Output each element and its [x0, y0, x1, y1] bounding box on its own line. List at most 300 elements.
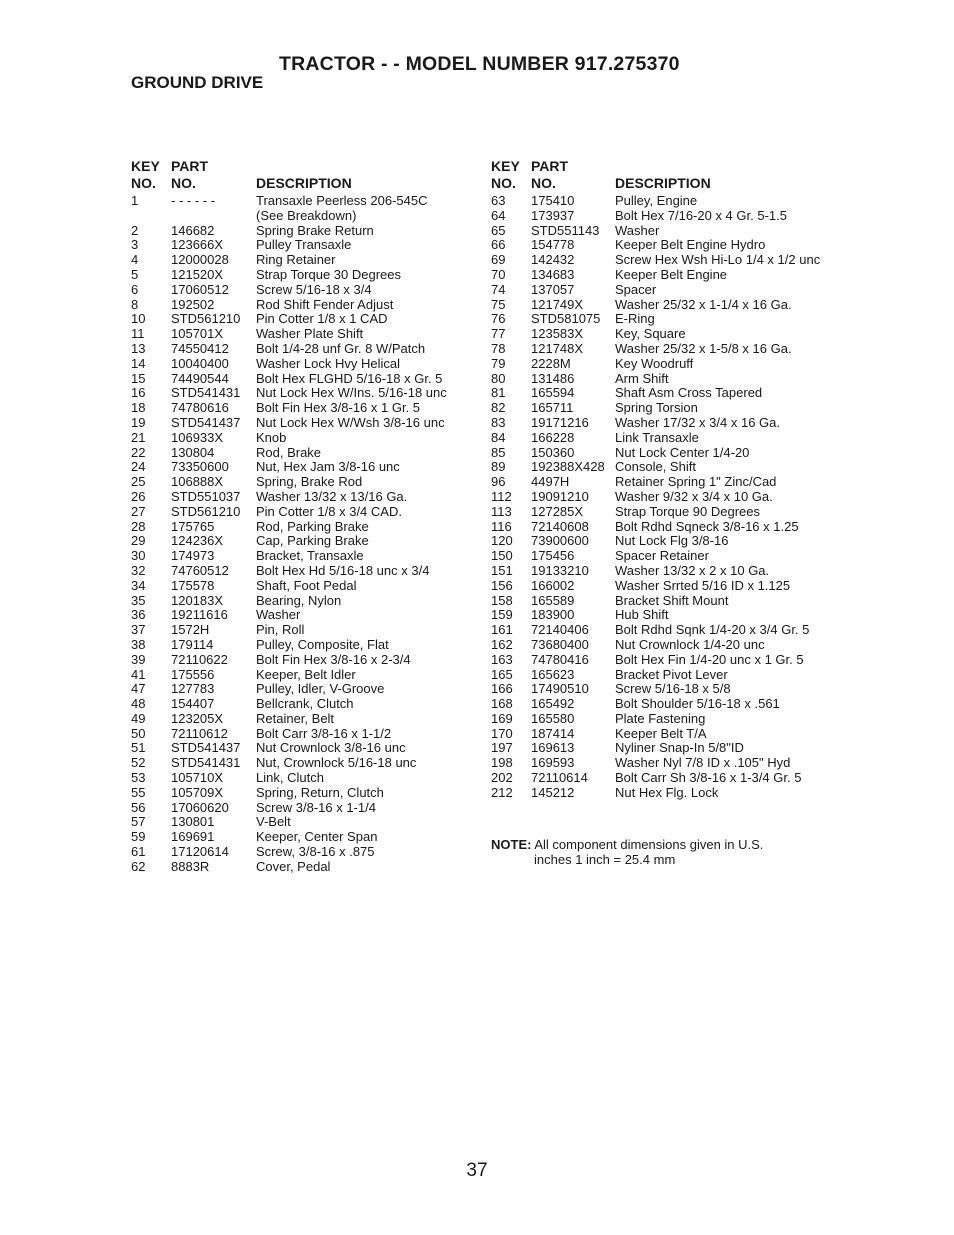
- part-no: 10040400: [171, 355, 229, 371]
- table-row: [131, 342, 471, 357]
- description: Knob: [256, 429, 287, 445]
- part-no: 169593: [531, 755, 575, 771]
- key-no: 66: [491, 237, 506, 253]
- description: Spring, Return, Clutch: [256, 784, 384, 800]
- description: Washer Plate Shift: [256, 326, 364, 342]
- part-no: 150360: [531, 444, 575, 460]
- table-row: [491, 623, 841, 638]
- table-row: [131, 579, 471, 594]
- key-no: 156: [491, 577, 513, 593]
- description: Spring Torsion: [615, 400, 698, 416]
- table-row: [131, 697, 471, 712]
- key-no: 197: [491, 740, 513, 756]
- part-no: 165711: [531, 400, 574, 416]
- description: Pulley, Engine: [615, 193, 698, 208]
- key-no: 28: [131, 518, 146, 534]
- description: Bearing, Nylon: [256, 592, 342, 608]
- description: Nut Lock Hex W/Wsh 3/8-16 unc: [256, 414, 445, 430]
- table-row: [131, 727, 471, 742]
- table-row: [131, 224, 471, 239]
- description: Shaft Asm Cross Tapered: [615, 385, 763, 401]
- part-no: 169613: [531, 740, 575, 756]
- table-row: [131, 845, 471, 860]
- description: Keeper Belt Engine Hydro: [615, 237, 766, 253]
- part-no: 123205X: [171, 710, 224, 726]
- part-no: 166002: [531, 577, 575, 593]
- description: Plate Fastening: [615, 710, 706, 726]
- table-body: [491, 194, 841, 801]
- table-row: [131, 830, 471, 845]
- key-no: 79: [491, 355, 506, 371]
- key-no: 81: [491, 385, 506, 401]
- table-row: [131, 860, 471, 875]
- key-no: 96: [491, 474, 506, 490]
- table-row: [131, 475, 471, 490]
- description: Washer 17/32 x 3/4 x 16 Ga.: [615, 414, 780, 430]
- key-header: KEY: [491, 158, 520, 174]
- table-row: [491, 312, 841, 327]
- part-no: 146682: [171, 222, 215, 238]
- description: Retainer, Belt: [256, 710, 335, 726]
- part-no: STD541431: [171, 385, 241, 401]
- key-no: 170: [491, 725, 513, 741]
- part-no: STD581075: [531, 311, 601, 327]
- key-no: 212: [491, 784, 513, 800]
- part-no: 123666X: [171, 237, 224, 253]
- part-no: 19091210: [531, 488, 589, 504]
- part-no: 12000028: [171, 252, 229, 268]
- description: Strap Torque 30 Degrees: [256, 266, 402, 282]
- key-no: 21: [131, 429, 146, 445]
- table-row: [491, 372, 841, 387]
- part-no: 124236X: [171, 533, 224, 549]
- key-no: 53: [131, 770, 146, 786]
- table-row: [491, 579, 841, 594]
- description: Nut Lock Flg 3/8-16: [615, 533, 729, 549]
- key-no: 84: [491, 429, 506, 445]
- description: Retainer Spring 1" Zinc/Cad: [615, 474, 777, 490]
- description: Nut Lock Hex W/Ins. 5/16-18 unc: [256, 385, 447, 401]
- description: Bolt Rdhd Sqneck 3/8-16 x 1.25: [615, 518, 799, 534]
- description: Bolt Carr Sh 3/8-16 x 1-3/4 Gr. 5: [615, 770, 802, 786]
- key-no: 69: [491, 252, 506, 268]
- part-no: 137057: [531, 281, 575, 297]
- description: Bolt Shoulder 5/16-18 x .561: [615, 696, 780, 712]
- description: Spring Brake Return: [256, 222, 374, 238]
- table-row: [131, 209, 471, 224]
- table-row: [491, 386, 841, 401]
- table-row: [131, 372, 471, 387]
- description: Spacer: [615, 281, 657, 297]
- description: Console, Shift: [615, 459, 696, 475]
- table-row: [131, 238, 471, 253]
- table-row: [491, 697, 841, 712]
- description: Screw Hex Wsh Hi-Lo 1/4 x 1/2 unc: [615, 252, 821, 268]
- table-row: [491, 224, 841, 239]
- note-text-2: inches 1 inch = 25.4 mm: [534, 852, 676, 867]
- description: Rod, Parking Brake: [256, 518, 369, 534]
- key-no: 202: [491, 770, 513, 786]
- key-no: 52: [131, 755, 146, 771]
- key-no: 158: [491, 592, 513, 608]
- key-no: 65: [491, 222, 506, 238]
- table-row: [131, 801, 471, 816]
- table-row: [491, 475, 841, 490]
- description: (See Breakdown): [256, 207, 357, 223]
- table-row: [491, 608, 841, 623]
- key-no: 34: [131, 577, 146, 593]
- part-no: 105710X: [171, 770, 224, 786]
- description: Washer: [256, 607, 301, 623]
- key-no: 113: [491, 503, 512, 519]
- part-no: STD541431: [171, 755, 241, 771]
- description: Cap, Parking Brake: [256, 533, 369, 549]
- note-label: NOTE:: [491, 837, 532, 852]
- part-no: 192502: [171, 296, 215, 312]
- table-row: [491, 682, 841, 697]
- key-no: 2: [131, 222, 139, 238]
- key-no: 8: [131, 296, 139, 312]
- part-no: 73900600: [531, 533, 589, 549]
- part-no: 127783: [171, 681, 215, 697]
- part-no: 192388X428: [531, 459, 605, 475]
- key-no: 168: [491, 696, 513, 712]
- description: Washer 25/32 x 1-1/4 x 16 Ga.: [615, 296, 792, 312]
- part-no: 19211616: [171, 607, 228, 623]
- description: Washer 25/32 x 1-5/8 x 16 Ga.: [615, 340, 792, 356]
- table-row: [131, 431, 471, 446]
- table-row: [131, 741, 471, 756]
- key-no: 5: [131, 266, 139, 282]
- part-no: 165623: [531, 666, 575, 682]
- key-no: 6: [131, 281, 139, 297]
- part-no: 74760512: [171, 562, 229, 578]
- page-title: TRACTOR - - MODEL NUMBER 917.275370: [279, 53, 680, 75]
- key-no: 82: [491, 400, 506, 416]
- table-row: [491, 416, 841, 431]
- description: Screw 3/8-16 x 1-1/4: [256, 799, 376, 815]
- key-no: 75: [491, 296, 506, 312]
- part-no: 187414: [531, 725, 575, 741]
- part-no: STD561210: [171, 503, 241, 519]
- table-row: [491, 668, 841, 683]
- description: Keeper, Center Span: [256, 829, 378, 845]
- key-no: 112: [491, 488, 512, 504]
- table-row: [131, 505, 471, 520]
- part-no: 74490544: [171, 370, 229, 386]
- key-no-header: NO.: [491, 175, 516, 191]
- description: Link, Clutch: [256, 770, 324, 786]
- table-row: [491, 446, 841, 461]
- table-row: [491, 327, 841, 342]
- key-no: 26: [131, 488, 146, 504]
- table-row: [491, 238, 841, 253]
- part-no: 17490510: [531, 681, 589, 697]
- description: Bolt Hex 7/16-20 x 4 Gr. 5-1.5: [615, 207, 787, 223]
- table-row: [491, 209, 841, 224]
- key-no: 16: [131, 385, 146, 401]
- description: Washer 13/32 x 2 x 10 Ga.: [615, 562, 770, 578]
- key-no: 89: [491, 459, 506, 475]
- key-no: 29: [131, 533, 146, 549]
- description: Bracket Pivot Lever: [615, 666, 728, 682]
- table-row: [131, 594, 471, 609]
- key-no: 4: [131, 252, 139, 268]
- part-no: 175765: [171, 518, 215, 534]
- key-no: 19: [131, 414, 146, 430]
- description: Nut Crownlock 3/8-16 unc: [256, 740, 406, 756]
- description: Key, Square: [615, 326, 686, 342]
- description: Pin Cotter 1/8 x 1 CAD: [256, 311, 388, 327]
- part-no: 175410: [531, 193, 575, 208]
- description: Keeper, Belt Idler: [256, 666, 356, 682]
- description: Nut, Crownlock 5/16-18 unc: [256, 755, 417, 771]
- part-no: 175456: [531, 548, 575, 564]
- description: Washer Lock Hvy Helical: [256, 355, 401, 371]
- part-no: 72140406: [531, 622, 589, 638]
- key-no: 51: [131, 740, 146, 756]
- description: Bracket, Transaxle: [256, 548, 364, 564]
- description: Nut Hex Flg. Lock: [615, 784, 719, 800]
- part-no: 74780416: [531, 651, 589, 667]
- key-no: 76: [491, 311, 506, 327]
- description: Washer Srrted 5/16 ID x 1.125: [615, 577, 791, 593]
- description: Washer 9/32 x 3/4 x 10 Ga.: [615, 488, 773, 504]
- key-no: 150: [491, 548, 513, 564]
- key-no: 61: [131, 844, 146, 860]
- key-no: 41: [131, 666, 146, 682]
- part-no: 123583X: [531, 326, 584, 342]
- table-row: [491, 342, 841, 357]
- part-no: 72110614: [531, 770, 588, 786]
- key-no: 120: [491, 533, 513, 549]
- description: Nut Crownlock 1/4-20 unc: [615, 636, 765, 652]
- key-no: 25: [131, 474, 146, 490]
- note-text: All component dimensions given in U.S.: [534, 837, 764, 852]
- part-no: 1572H: [171, 622, 210, 638]
- key-no: 10: [131, 311, 146, 327]
- part-no: 121748X: [531, 340, 584, 356]
- part-no: 72110622: [171, 651, 228, 667]
- part-no: 74550412: [171, 340, 229, 356]
- description: Bolt Hex Hd 5/16-18 unc x 3/4: [256, 562, 430, 578]
- table-row: [131, 564, 471, 579]
- key-no: 161: [491, 622, 513, 638]
- table-row: [131, 756, 471, 771]
- key-no: 159: [491, 607, 513, 623]
- table-header: [491, 158, 841, 194]
- description-header: DESCRIPTION: [615, 175, 711, 191]
- part-no: 165580: [531, 710, 575, 726]
- table-row: [131, 815, 471, 830]
- table-row: [131, 668, 471, 683]
- description: Keeper Belt T/A: [615, 725, 707, 741]
- part-no: - - - - - -: [171, 193, 216, 208]
- description: Ring Retainer: [256, 252, 336, 268]
- table-row: [131, 623, 471, 638]
- part-no: 17120614: [171, 844, 229, 860]
- table-row: [491, 638, 841, 653]
- table-row: [491, 298, 841, 313]
- part-header: PART: [171, 158, 209, 174]
- key-no: 116: [491, 518, 512, 534]
- table-row: [131, 268, 471, 283]
- part-no: 130804: [171, 444, 215, 460]
- key-no: 151: [491, 562, 513, 578]
- key-no: 55: [131, 784, 146, 800]
- description: Pulley Transaxle: [256, 237, 352, 253]
- part-no: 173937: [531, 207, 575, 223]
- key-no: 57: [131, 814, 146, 830]
- part-no: 134683: [531, 266, 575, 282]
- part-no: 145212: [531, 784, 575, 800]
- key-no: 49: [131, 710, 146, 726]
- description: Screw 5/16-18 x 5/8: [615, 681, 731, 697]
- part-no: 169691: [171, 829, 215, 845]
- key-no: 48: [131, 696, 146, 712]
- part-no: 74780616: [171, 400, 229, 416]
- key-no: 169: [491, 710, 513, 726]
- description-header: DESCRIPTION: [256, 175, 352, 191]
- table-row: [131, 608, 471, 623]
- table-row: [491, 431, 841, 446]
- key-no: 14: [131, 355, 146, 371]
- table-row: [131, 253, 471, 268]
- key-no: 163: [491, 651, 513, 667]
- key-no: 162: [491, 636, 513, 652]
- table-row: [131, 520, 471, 535]
- table-row: [491, 727, 841, 742]
- part-no: 73350600: [171, 459, 229, 475]
- table-row: [491, 741, 841, 756]
- description: Nyliner Snap-In 5/8"ID: [615, 740, 744, 756]
- part-no: 106888X: [171, 474, 224, 490]
- part-no: STD541437: [171, 414, 241, 430]
- page-number: 37: [466, 1160, 488, 1181]
- part-no: 142432: [531, 252, 575, 268]
- table-row: [131, 283, 471, 298]
- part-no: 106933X: [171, 429, 224, 445]
- part-no: 183900: [531, 607, 575, 623]
- key-no: 56: [131, 799, 146, 815]
- key-no: 80: [491, 370, 506, 386]
- table-row: [131, 534, 471, 549]
- description: Strap Torque 90 Degrees: [615, 503, 761, 519]
- part-no-header: NO.: [531, 175, 556, 191]
- description: Washer Nyl 7/8 ID x .105" Hyd: [615, 755, 791, 771]
- table-row: [131, 298, 471, 313]
- part-no: 165594: [531, 385, 575, 401]
- part-no: 19133210: [531, 562, 589, 578]
- table-row: [131, 653, 471, 668]
- part-no: 175556: [171, 666, 215, 682]
- part-no: 131486: [531, 370, 575, 386]
- key-no: 18: [131, 400, 146, 416]
- description: Bolt Fin Hex 3/8-16 x 1 Gr. 5: [256, 400, 421, 416]
- description: Bolt Hex Fin 1/4-20 unc x 1 Gr. 5: [615, 651, 804, 667]
- part-no: 165589: [531, 592, 575, 608]
- part-no: 72140608: [531, 518, 589, 534]
- table-row: [491, 786, 841, 801]
- key-no: 74: [491, 281, 506, 297]
- table-row: [491, 490, 841, 505]
- description: Arm Shift: [615, 370, 669, 386]
- description: Spring, Brake Rod: [256, 474, 363, 490]
- description: Pulley, Idler, V-Groove: [256, 681, 385, 697]
- part-no: 4497H: [531, 474, 570, 490]
- key-header: KEY: [131, 158, 160, 174]
- key-no: 35: [131, 592, 146, 608]
- key-no: 85: [491, 444, 506, 460]
- part-no-header: NO.: [171, 175, 196, 191]
- table-row: [491, 505, 841, 520]
- table-row: [131, 460, 471, 475]
- key-no: 36: [131, 607, 146, 623]
- description: Link Transaxle: [615, 429, 699, 445]
- description: Spacer Retainer: [615, 548, 709, 564]
- key-no: 198: [491, 755, 513, 771]
- description: Pulley, Composite, Flat: [256, 636, 389, 652]
- note: [491, 837, 763, 867]
- description: Bolt 1/4-28 unf Gr. 8 W/Patch: [256, 340, 426, 356]
- key-no: 27: [131, 503, 146, 519]
- table-row: [131, 446, 471, 461]
- description: Bolt Fin Hex 3/8-16 x 2-3/4: [256, 651, 411, 667]
- key-no: 38: [131, 636, 146, 652]
- part-no: STD551143: [531, 222, 600, 238]
- table-row: [131, 490, 471, 505]
- part-no: 174973: [171, 548, 215, 564]
- part-no: 19171216: [531, 414, 589, 430]
- description: Nut Lock Center 1/4-20: [615, 444, 750, 460]
- key-no: 50: [131, 725, 146, 741]
- table-row: [491, 357, 841, 372]
- key-no: 24: [131, 459, 146, 475]
- part-no: 17060620: [171, 799, 229, 815]
- key-no: 64: [491, 207, 506, 223]
- table-header: [131, 158, 471, 194]
- part-no: 2228M: [531, 355, 571, 371]
- key-no: 166: [491, 681, 513, 697]
- key-no: 30: [131, 548, 146, 564]
- part-header: PART: [531, 158, 569, 174]
- part-no: STD541437: [171, 740, 241, 756]
- description: Screw 5/16-18 x 3/4: [256, 281, 372, 297]
- table-row: [491, 194, 841, 209]
- key-no: 13: [131, 340, 146, 356]
- key-no: 1: [131, 193, 139, 208]
- part-no: 166228: [531, 429, 575, 445]
- table-row: [131, 638, 471, 653]
- key-no: 165: [491, 666, 513, 682]
- table-body: [131, 194, 471, 875]
- description: Washer 13/32 x 13/16 Ga.: [256, 488, 408, 504]
- table-row: [491, 460, 841, 475]
- key-no: 39: [131, 651, 146, 667]
- part-no: 17060512: [171, 281, 229, 297]
- key-no: 15: [131, 370, 146, 386]
- description: Bolt Rdhd Sqnk 1/4-20 x 3/4 Gr. 5: [615, 622, 810, 638]
- description: Pin, Roll: [256, 622, 305, 638]
- part-no: 73680400: [531, 636, 589, 652]
- table-row: [131, 401, 471, 416]
- table-row: [131, 327, 471, 342]
- key-no: 37: [131, 622, 146, 638]
- part-no: 154407: [171, 696, 215, 712]
- part-no: 105709X: [171, 784, 224, 800]
- table-row: [131, 416, 471, 431]
- part-no: 121520X: [171, 266, 224, 282]
